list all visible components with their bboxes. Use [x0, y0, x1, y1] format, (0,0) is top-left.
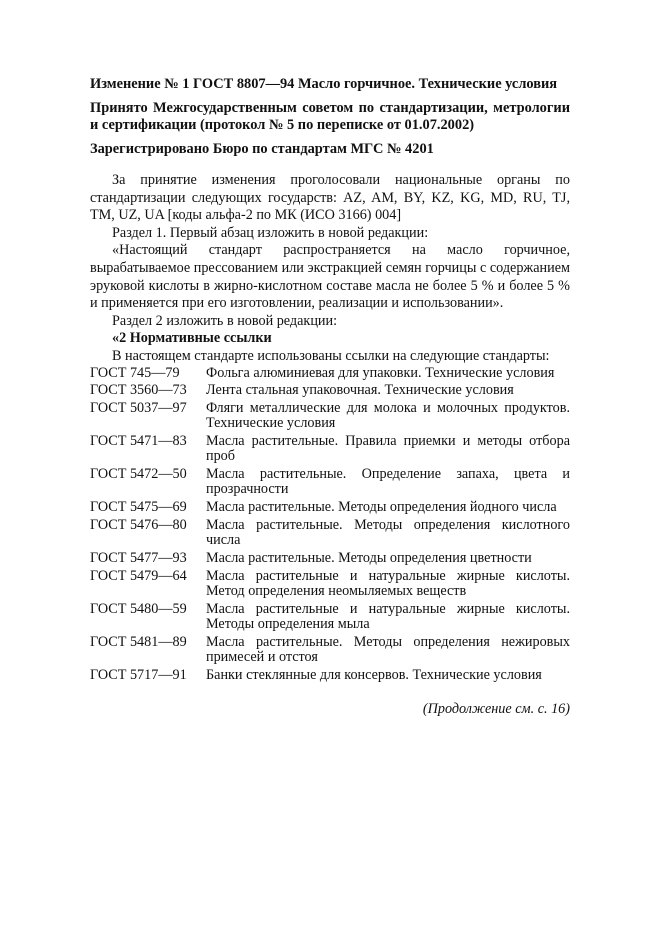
voting-paragraph: За принятие изменения проголосовали национальные органы по стандартизации следующих государств: AZ, AM, BY, KZ, KG, MD, RU, TJ, TM, UZ, UA [коды альфа-2 по МК (ИСО 3166) 004]: [90, 172, 570, 224]
reference-title: Масла растительные. Методы определения кислотного числа: [206, 516, 570, 549]
reference-title: Масла растительные. Методы определения цветности: [206, 549, 532, 566]
reference-code: ГОСТ 5037—97: [90, 400, 187, 417]
reference-item: [90, 551, 570, 566]
reference-title: Масла растительные. Методы определения нежировых примесей и отстоя: [206, 633, 570, 665]
reference-title: Масла растительные. Определение запаха, цвета и прозрачности: [206, 466, 570, 498]
reference-code: ГОСТ 5471—83: [90, 433, 187, 450]
reference-code: ГОСТ 3560—73: [90, 382, 187, 399]
continuation-note: (Продолжение см. с. 16): [422, 700, 570, 717]
section2-intro: Раздел 2 изложить в новой редакции:: [112, 312, 338, 329]
reference-code: ГОСТ 5472—50: [90, 466, 187, 483]
section1-intro: Раздел 1. Первый абзац изложить в новой редакции:: [112, 224, 429, 241]
reference-title: Масла растительные и натуральные жирные кислоты. Методы определения мыла: [206, 600, 570, 632]
reference-item: [90, 383, 570, 398]
registration-note: Зарегистрировано Бюро по стандартам МГС № 4201: [90, 141, 434, 157]
reference-item: [90, 467, 570, 497]
references-list: [90, 366, 570, 683]
reference-item: [90, 500, 570, 515]
section1-text: «Настоящий стандарт распространяется на масло горчичное, вырабатываемое прессованием или экстракцией семян горчицы с содержанием эруковой кислоты в жирно-кислотном составе масла не более 5 % и более 5 % и применяется при его изготовлении, реализации и использовании».: [90, 242, 570, 312]
reference-item: [90, 668, 570, 683]
reference-item: [90, 366, 570, 381]
reference-item: [90, 635, 570, 665]
reference-item: [90, 569, 570, 599]
section2-heading: «2 Нормативные ссылки: [112, 330, 272, 347]
reference-code: ГОСТ 5717—91: [90, 666, 187, 683]
reference-item: [90, 518, 570, 548]
reference-code: ГОСТ 5475—69: [90, 499, 187, 516]
reference-title: Банки стеклянные для консервов. Технические условия: [206, 666, 542, 683]
reference-code: ГОСТ 5476—80: [90, 516, 187, 533]
reference-title: Масла растительные и натуральные жирные кислоты. Метод определения неомыляемых веществ: [206, 567, 570, 599]
reference-title: Масла растительные. Правила приемки и методы отбора проб: [206, 433, 570, 465]
reference-code: ГОСТ 5480—59: [90, 600, 187, 617]
reference-title: Фляги металлические для молока и молочных продуктов. Технические условия: [206, 400, 570, 432]
reference-code: ГОСТ 5477—93: [90, 549, 187, 566]
reference-item: [90, 602, 570, 632]
reference-title: Фольга алюминиевая для упаковки. Технические условия: [206, 364, 555, 381]
reference-code: ГОСТ 5481—89: [90, 633, 187, 650]
section2-text: В настоящем стандарте использованы ссылки на следующие стандарты:: [112, 347, 550, 364]
reference-code: ГОСТ 5479—64: [90, 567, 187, 584]
adoption-note: Принято Межгосударственным советом по стандартизации, метрологии и сертификации (протокол № 5 по переписке от 01.07.2002): [90, 100, 570, 133]
reference-title: Масла растительные. Методы определения йодного числа: [206, 499, 557, 516]
reference-code: ГОСТ 745—79: [90, 364, 180, 381]
reference-item: [90, 434, 570, 464]
reference-title: Лента стальная упаковочная. Технические условия: [206, 382, 514, 399]
document-page: [90, 76, 570, 732]
document-title: Изменение № 1 ГОСТ 8807—94 Масло горчичное. Технические условия: [90, 76, 558, 92]
reference-item: [90, 401, 570, 431]
